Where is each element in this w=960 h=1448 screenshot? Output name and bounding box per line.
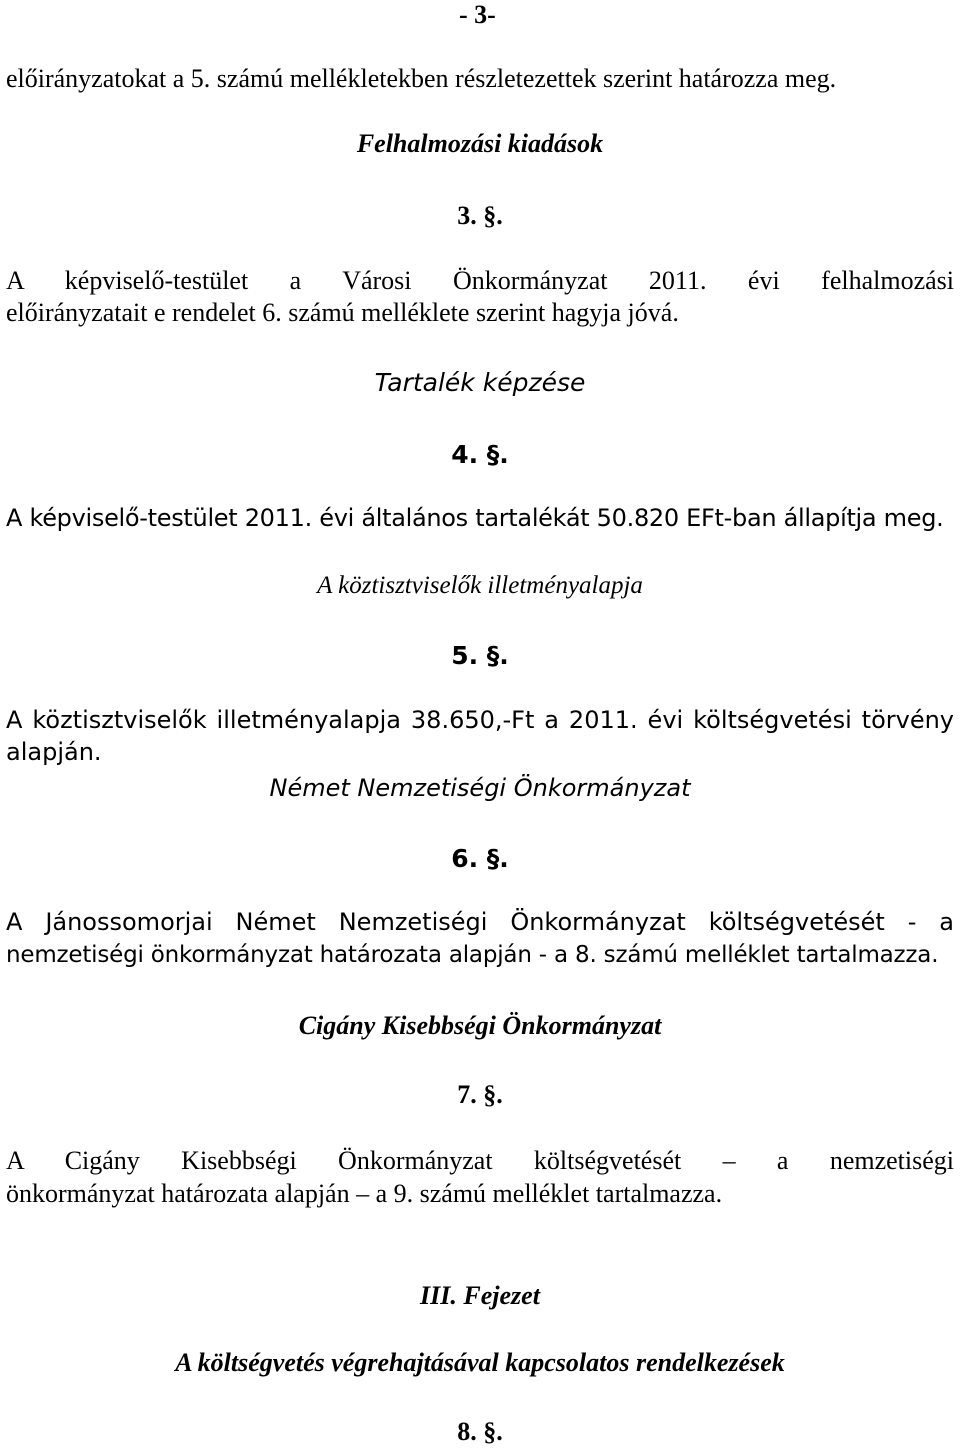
section-title-felhalmozasi: Felhalmozási kiadások (356, 129, 604, 158)
section-6-text-line-2: nemzetiségi önkormányzat határozata alapján - a 8. számú melléklet tartalmazza. (6, 942, 939, 968)
section-number-7: 7. §. (457, 1080, 503, 1109)
section-title-cigany: Cigány Kisebbségi Önkormányzat (298, 1011, 662, 1040)
section-5-text-line-2: alapján. (6, 738, 102, 766)
section-3-text-line-2: előirányzatait e rendelet 6. számú melléklete szerint hagyja jóvá. (6, 298, 679, 327)
section-number-4: 4. §. (451, 440, 509, 469)
section-4-text-line-1: A képviselő-testület 2011. évi általános tartalékát 50.820 EFt-ban állapítja meg. (6, 504, 944, 532)
section-7-text-line-1: A Cigány Kisebbségi Önkormányzat költségvetését – a nemzetiségi (6, 1146, 954, 1175)
section-6-text-line-1: A Jánossomorjai Német Nemzetiségi Önkormányzat költségvetését - a (6, 908, 954, 936)
section-number-3: 3. §. (457, 201, 503, 230)
section-title-tartalek: Tartalék képzése (374, 368, 586, 397)
section-5-text-line-1: A köztisztviselők illetményalapja 38.650,-Ft a 2011. évi költségvetési törvény (6, 706, 954, 734)
chapter-title: III. Fejezet (420, 1281, 540, 1310)
section-title-nemet: Német Nemzetiségi Önkormányzat (269, 774, 691, 802)
chapter-subtitle: A költségvetés végrehajtásával kapcsolatos rendelkezések (175, 1348, 785, 1377)
section-3-text-line-1: A képviselő-testület a Városi Önkormányzat 2011. évi felhalmozási (6, 266, 954, 295)
section-number-5: 5. §. (451, 641, 509, 670)
intro-paragraph: előirányzatokat a 5. számú mellékletekben részletezettek szerint határozza meg. (6, 64, 837, 93)
section-number-6: 6. §. (451, 844, 509, 873)
section-7-text-line-2: önkormányzat határozata alapján – a 9. számú melléklet tartalmazza. (6, 1179, 723, 1208)
section-title-illetmeny: A köztisztviselők illetményalapja (317, 572, 643, 599)
section-number-8: 8. §. (457, 1417, 503, 1446)
page-number: - 3- (459, 0, 496, 29)
